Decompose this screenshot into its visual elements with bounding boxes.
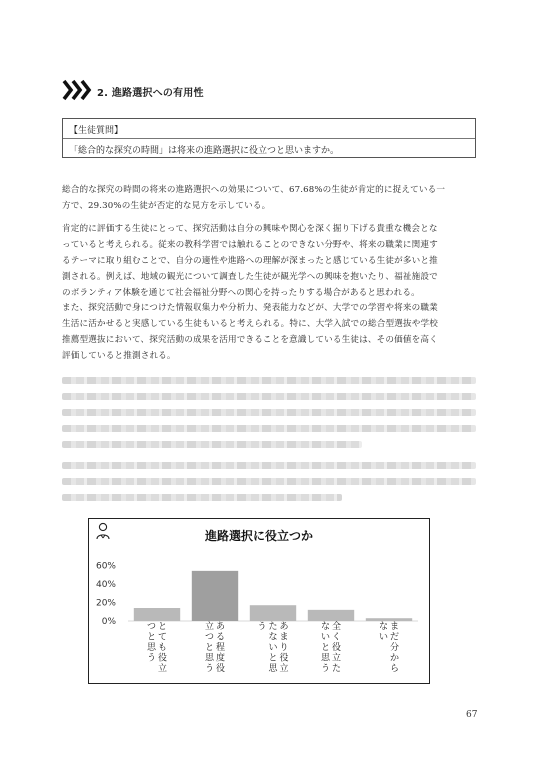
section-title: 2. 進路選択への有用性 [97,88,204,99]
bar-chart [88,518,430,684]
question-label: 【生徒質問】 [69,126,124,136]
x-category-label: つと思う [146,622,157,664]
paragraph-line: 評価していると推測される。 [62,351,176,361]
question-box [62,118,476,158]
redacted-line [62,409,476,416]
paragraph-summary [62,182,478,214]
bar [134,608,180,621]
paragraph-line: 総合的な探究の時間の将来の進路選択への効果について、67.68%の生徒が肯定的に捉えている一 [62,185,446,195]
redacted-line [62,377,476,384]
y-tick-label: 0% [101,617,116,627]
chart-title: 進路選択に役立つか [204,529,313,543]
redacted-line [62,393,476,400]
page-number: 67 [466,710,478,720]
x-category-label: ない [378,622,389,643]
question-divider [63,138,475,139]
bar [366,618,412,621]
x-category-label: まだ分から [389,622,400,674]
paragraph-line: 肯定的に評価する生徒にとって、探究活動は自分の興味や関心を深く掘り下げる貴重な機会とな [62,224,438,234]
paragraph-line: 推薦型選抜において、探究活動の成果を活用できることを意識している生徒は、その価値を高く [62,335,438,345]
paragraph-skills [62,300,478,364]
x-category-label: とても役立 [157,622,168,674]
x-category-label: あまり役立 [279,622,289,674]
y-tick-label: 60% [95,561,116,572]
bar [308,610,354,621]
y-tick-label: 20% [95,598,116,609]
redacted-line [62,478,476,485]
paragraph-positive-view [62,221,478,301]
redacted-line [62,441,362,448]
paragraph-line: るテーマに取り組むことで、自分の適性や進路への理解が深まったと感じている生徒が多いと推 [62,256,438,266]
paragraph-line: のボランティア体験を通じて社会福祉分野への関心を持ったりする場合があると思われる。 [62,288,420,298]
bar [250,605,296,621]
x-category-label: 全く役立た [331,622,342,674]
x-category-label: たないと思 [268,622,278,674]
x-category-label: ある程度役 [215,622,226,674]
chevron-right-icon [62,78,92,102]
paragraph-line: 生活に活かせると実感している生徒もいると考えられる。特に、大学入試での総合型選抜や学校 [62,319,438,329]
redacted-line [62,494,342,501]
bar [192,571,238,621]
paragraph-line: っていると考えられる。従来の教科学習では触れることのできない分野や、将来の職業に関連す [62,240,438,250]
redacted-line [62,462,476,469]
x-category-label: 立つと思う [204,622,215,674]
redacted-line [62,425,476,432]
paragraph-line: また、探究活動で身につけた情報収集力や分析力、発表能力などが、大学での学習や将来の職業 [62,303,438,313]
y-tick-label: 40% [95,579,116,590]
paragraph-line: 方で、29.30%の生徒が否定的な見方を示している。 [62,201,271,211]
paragraph-line: 測される。例えば、地域の観光について調査した生徒が観光学への興味を抱いたり、福祉施設で [62,272,438,282]
x-category-label: ないと思う [320,622,331,674]
x-category-label: う [257,622,267,632]
question-text: 「総合的な探究の時間」は将来の進路選択に役立つと思いますか。 [69,146,340,156]
